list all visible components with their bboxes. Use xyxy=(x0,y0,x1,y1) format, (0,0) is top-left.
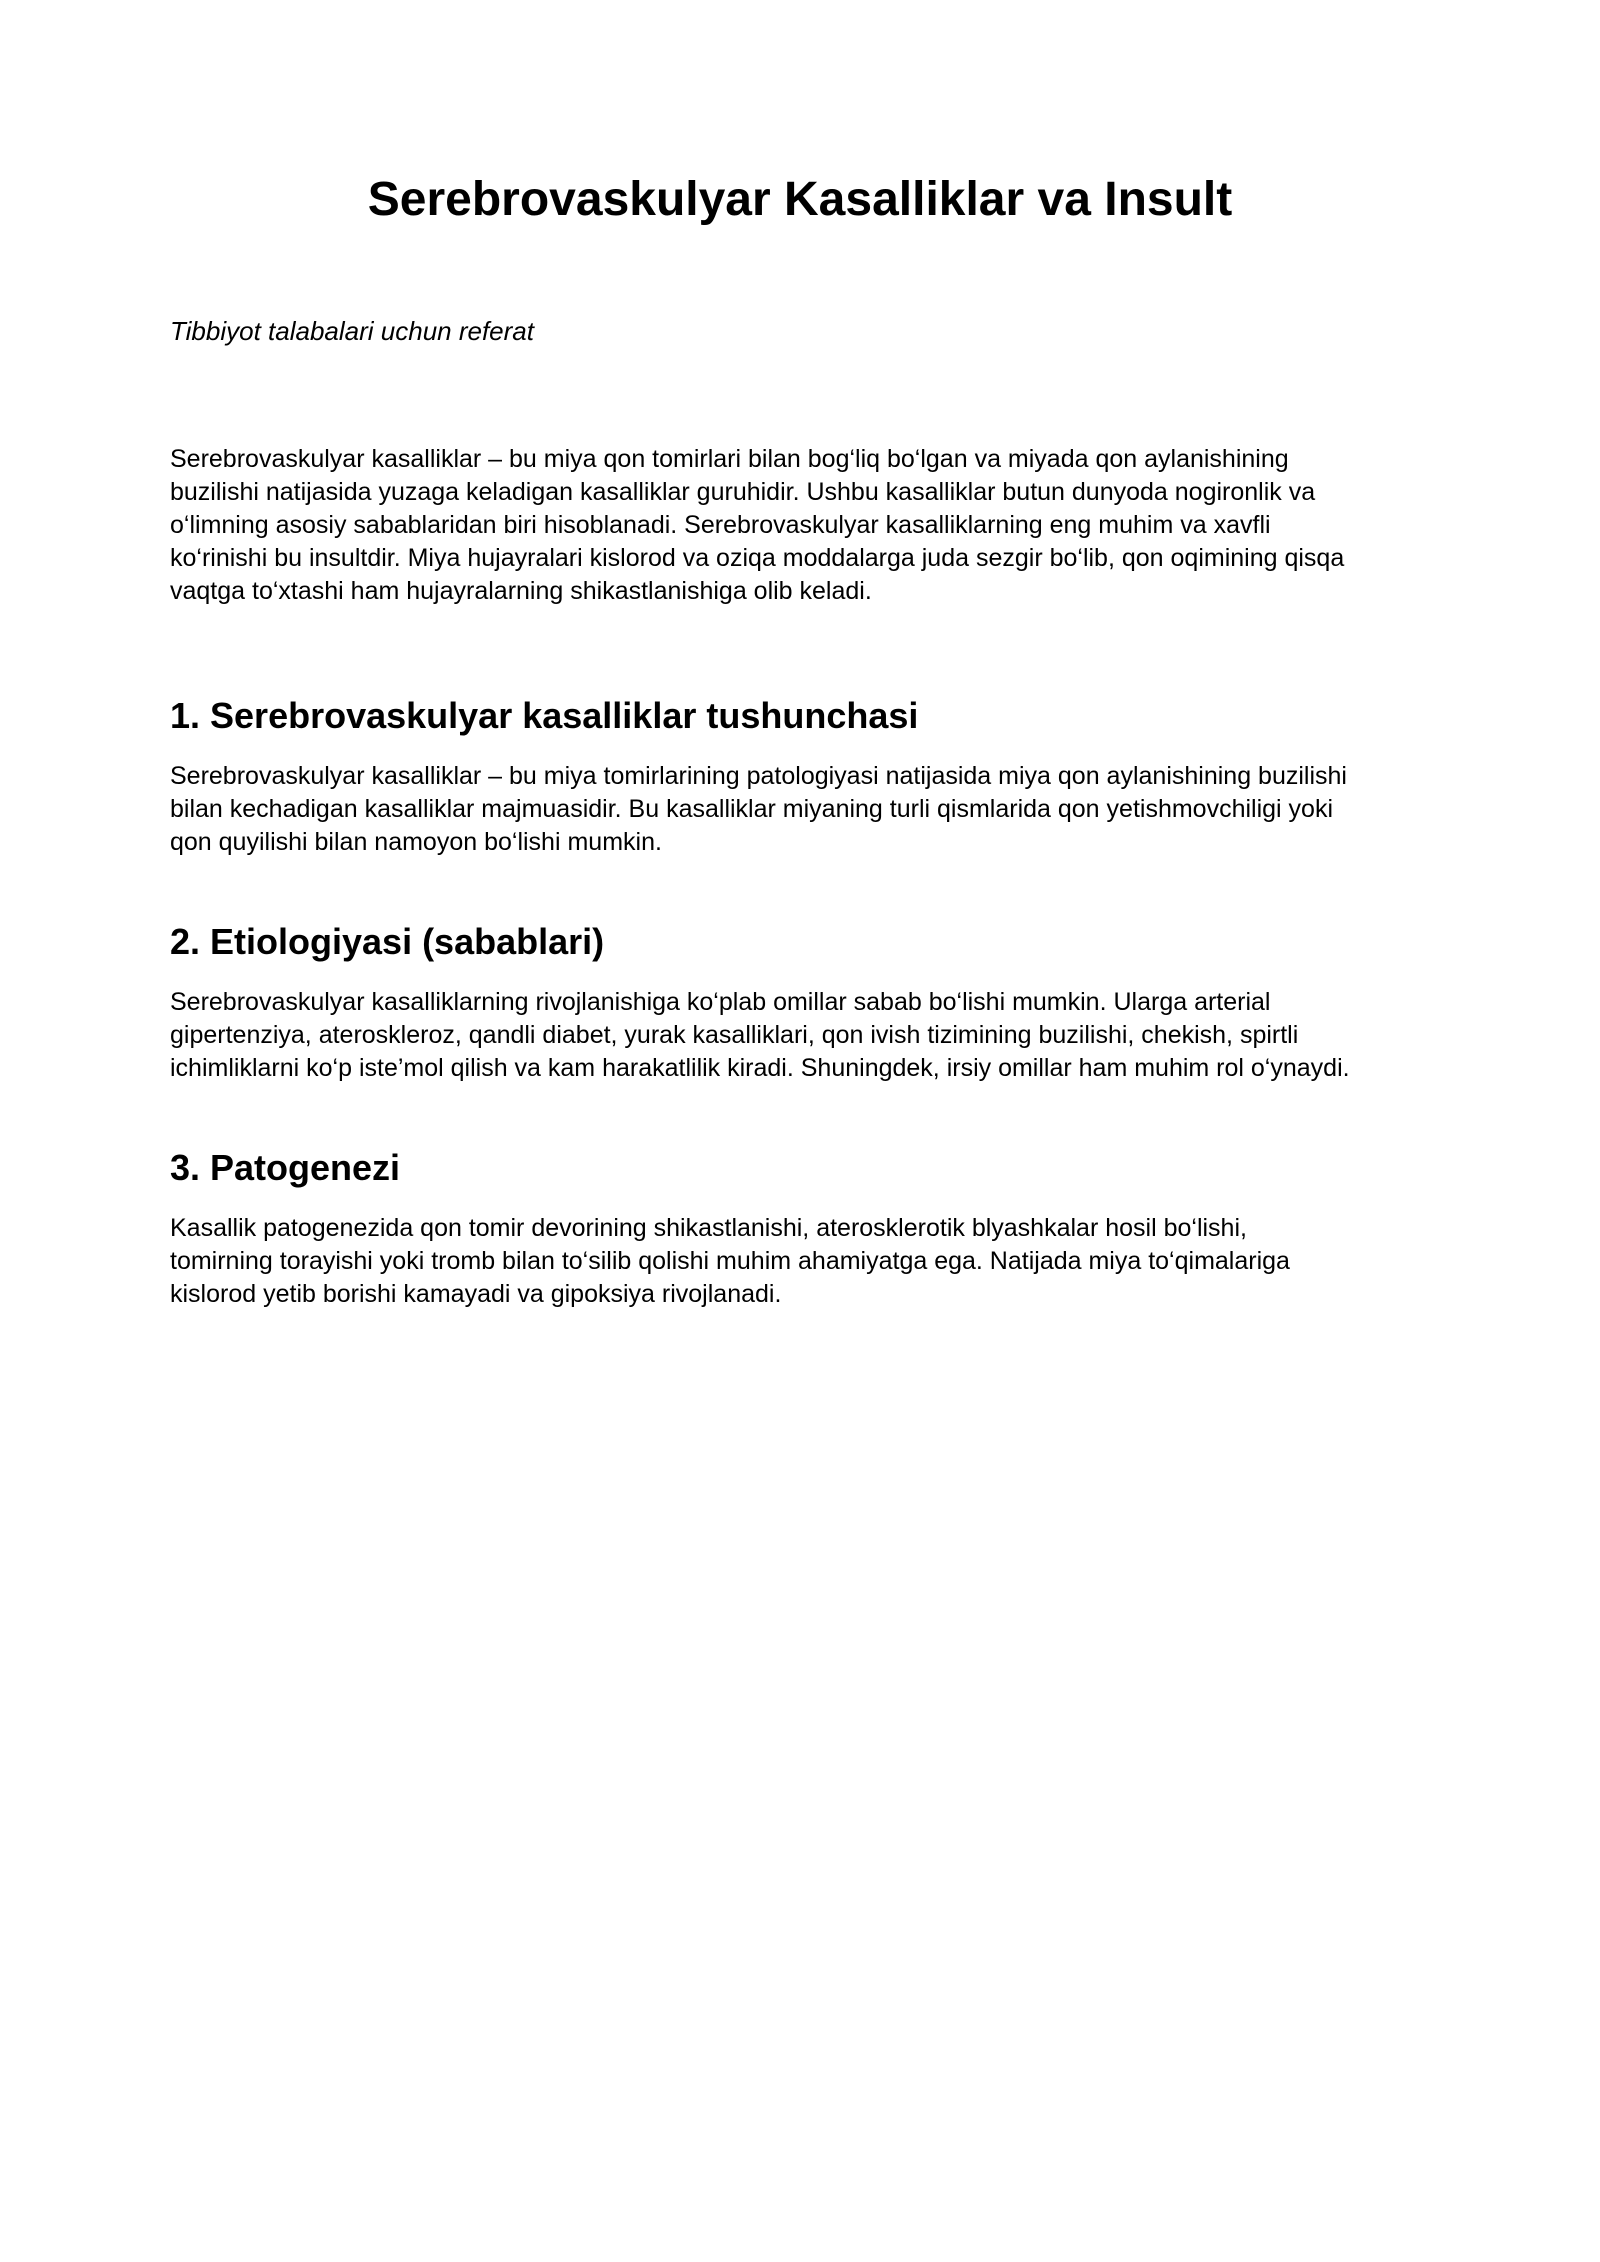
paragraph-line: gipertenziya, ateroskleroz, qandli diabet, yurak kasalliklari, qon ivish tizimining buzilishi, chekish, spirtli xyxy=(170,1021,1299,1049)
section-paragraph-3 xyxy=(170,1212,1460,1311)
paragraph-line: tomirning torayishi yoki tromb bilan to‘silib qolishi muhim ahamiyatga ega. Natijada miya to‘qimalariga xyxy=(170,1247,1290,1275)
intro-line: Serebrovaskulyar kasalliklar – bu miya qon tomirlari bilan bog‘liq bo‘lgan va miyada qon aylanishining xyxy=(170,445,1289,473)
page-title: Serebrovaskulyar Kasalliklar va Insult xyxy=(367,173,1233,226)
section-paragraph-2 xyxy=(170,986,1460,1085)
paragraph-line: Serebrovaskulyar kasalliklarning rivojlanishiga ko‘plab omillar sabab bo‘lishi mumkin. Ularga arterial xyxy=(170,988,1271,1016)
paragraph-line: bilan kechadigan kasalliklar majmuasidir. Bu kasalliklar miyaning turli qismlarida qon yetishmovchiligi yoki xyxy=(170,795,1334,823)
section-heading-1: 1. Serebrovaskulyar kasalliklar tushunchasi xyxy=(170,695,919,736)
section-paragraph-1 xyxy=(170,760,1460,859)
paragraph-line: ichimliklarni ko‘p iste’mol qilish va kam harakatlilik kiradi. Shuningdek, irsiy omillar ham muhim rol o‘ynaydi. xyxy=(170,1054,1350,1082)
intro-line: ko‘rinishi bu insultdir. Miya hujayralari kislorod va oziqa moddalarga juda sezgir bo‘lib, qon oqimining qisqa xyxy=(170,544,1345,572)
paragraph-line: kislorod yetib borishi kamayadi va gipoksiya rivojlanadi. xyxy=(170,1280,782,1308)
section-heading-2: 2. Etiologiyasi (sabablari) xyxy=(170,921,605,962)
intro-line: o‘limning asosiy sabablaridan biri hisoblanadi. Serebrovaskulyar kasalliklarning eng muhim va xavfli xyxy=(170,511,1271,539)
document-subtitle: Tibbiyot talabalari uchun referat xyxy=(170,316,534,346)
intro-line: vaqtga to‘xtashi ham hujayralarning shikastlanishiga olib keladi. xyxy=(170,577,872,605)
paragraph-line: Serebrovaskulyar kasalliklar – bu miya tomirlarining patologiyasi natijasida miya qon aylanishining buzilishi xyxy=(170,762,1347,790)
section-heading-3: 3. Patogenezi xyxy=(170,1147,401,1188)
intro-line: buzilishi natijasida yuzaga keladigan kasalliklar guruhidir. Ushbu kasalliklar butun dunyoda nogironlik va xyxy=(170,478,1316,506)
intro-paragraph xyxy=(170,443,1460,608)
paragraph-line: qon quyilishi bilan namoyon bo‘lishi mumkin. xyxy=(170,828,662,856)
paragraph-line: Kasallik patogenezida qon tomir devorining shikastlanishi, aterosklerotik blyashkalar hosil bo‘lishi, xyxy=(170,1214,1247,1242)
